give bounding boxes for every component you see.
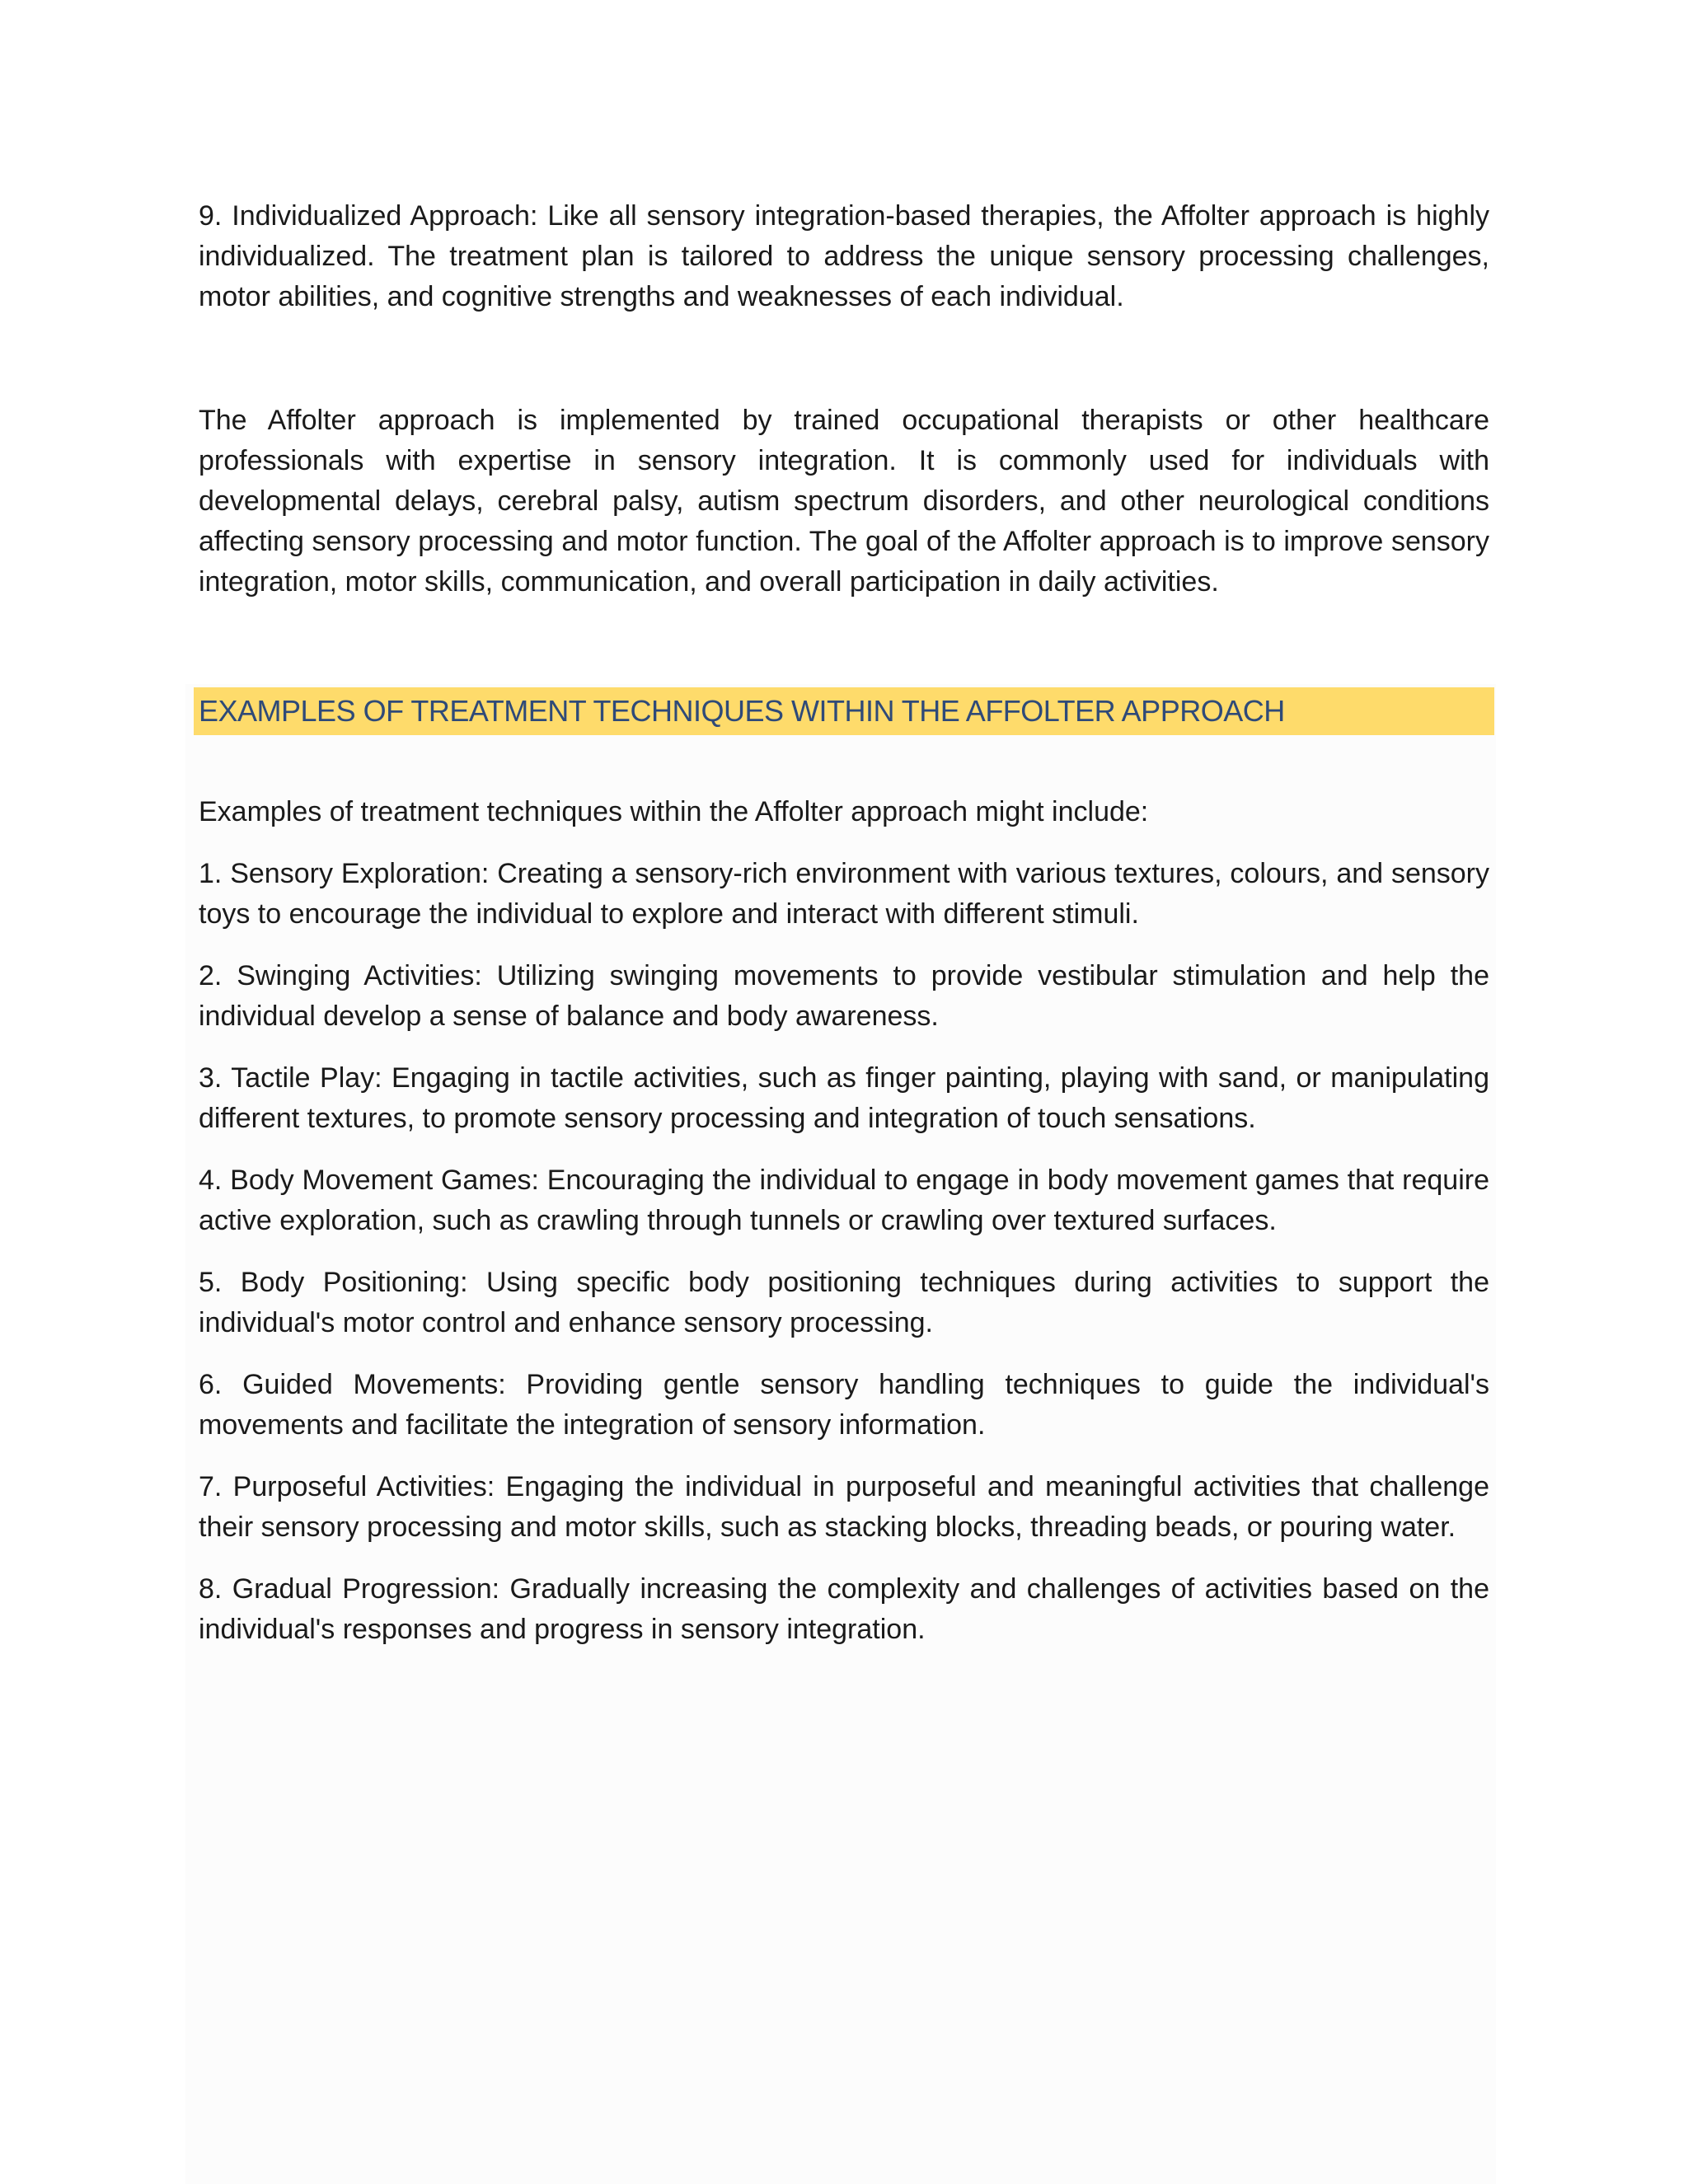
section-heading-band bbox=[194, 687, 1494, 735]
example-item-5: 5. Body Positioning: Using specific body positioning techniques during activities to support the individual's motor control and enhance sensory processing. bbox=[199, 1267, 1489, 1338]
section-intro: Examples of treatment techniques within the Affolter approach might include: bbox=[199, 796, 1149, 827]
section-heading: EXAMPLES OF TREATMENT TECHNIQUES WITHIN THE AFFOLTER APPROACH bbox=[199, 694, 1285, 728]
example-item-7: 7. Purposeful Activities: Engaging the individual in purposeful and meaningful activities that challenge their sensory processing and motor skills, such as stacking blocks, threading beads, or pouring water. bbox=[199, 1471, 1489, 1543]
example-item-6: 6. Guided Movements: Providing gentle sensory handling techniques to guide the individual's movements and facilitate the integration of sensory information. bbox=[199, 1369, 1489, 1441]
example-item-8: 8. Gradual Progression: Gradually increasing the complexity and challenges of activities based on the individual's responses and progress in sensory integration. bbox=[199, 1573, 1489, 1645]
example-item-2: 2. Swinging Activities: Utilizing swinging movements to provide vestibular stimulation and help the individual develop a sense of balance and body awareness. bbox=[199, 960, 1489, 1032]
paragraph-implementation: The Affolter approach is implemented by trained occupational therapists or other healthcare professionals with expertise in sensory integration. It is commonly used for individuals with developmental delays, cerebral palsy, autism spectrum disorders, and other neurological conditions affecting sensory processing and motor function. The goal of the Affolter approach is to improve sensory integration, motor skills, communication, and overall participation in daily activities. bbox=[199, 405, 1489, 598]
example-item-3: 3. Tactile Play: Engaging in tactile activities, such as finger painting, playing with sand, or manipulating different textures, to promote sensory processing and integration of touch sensations. bbox=[199, 1062, 1489, 1134]
paragraph-individualized-approach: 9. Individualized Approach: Like all sensory integration-based therapies, the Affolter approach is highly individualized. The treatment plan is tailored to address the unique sensory processing challenges, motor abilities, and cognitive strengths and weaknesses of each individual. bbox=[199, 200, 1489, 312]
example-item-4: 4. Body Movement Games: Encouraging the individual to engage in body movement games that require active exploration, such as crawling through tunnels or crawling over textured surfaces. bbox=[199, 1165, 1489, 1236]
document-body bbox=[199, 196, 1489, 1671]
example-item-1: 1. Sensory Exploration: Creating a sensory-rich environment with various textures, colours, and sensory toys to encourage the individual to explore and interact with different stimuli. bbox=[199, 858, 1489, 930]
